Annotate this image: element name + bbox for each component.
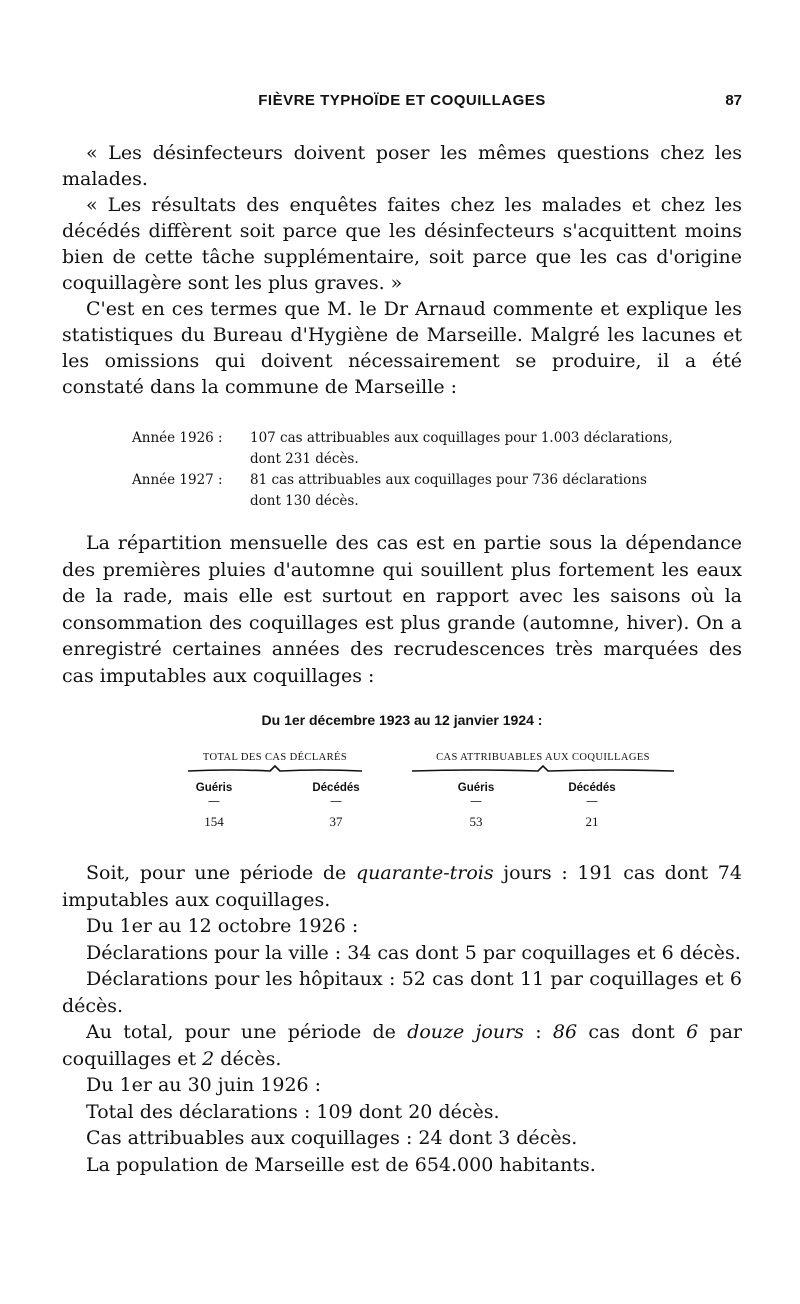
outbreak-period-title: Du 1er décembre 1923 au 12 janvier 1924 : xyxy=(261,712,543,728)
column-dash: — xyxy=(470,794,482,808)
stat-year: Année 1927 : xyxy=(132,472,223,488)
column-header: Guéris xyxy=(457,782,495,794)
stat-text: 107 cas attribuables aux coquillages pour 1.003 déclarations, xyxy=(250,430,673,446)
group-shellfish-cases xyxy=(410,752,676,775)
population-statement: La population de Marseille est de 654.000 habitants. xyxy=(86,1153,596,1176)
summary-lines xyxy=(62,860,742,1178)
outbreak-cases-table xyxy=(186,752,676,842)
quote-paragraph-2 xyxy=(62,192,742,296)
total-declarations: Total des déclarations : 109 dont 20 décès. xyxy=(86,1100,500,1123)
repartition-text: La répartition mensuelle des cas est en partie sous la dépendance des premières pluies d'automne qui souillent plus fortement les eaux de la rade, mais elle est surtout en rapport avec les saisons où la consommation des coquillages est plus grande (automne, hiver). On a enregistré certaines années des recrudescences très marquées des cas imputables aux coquillages : xyxy=(62,532,742,687)
quote-results: « Les résultats des enquêtes faites chez les malades et chez les décédés diffèrent soit parce que les désinfecteurs s'acquittent moins bien de cette tâche supplémentaire, soit parce que les cas d'origine coquillagère sont les plus graves. » xyxy=(62,194,742,294)
summary-forty-three-days: Soit, pour une période de quarante-trois jours : 191 cas dont 74 imputables aux coquillages. xyxy=(62,862,742,911)
column-dash: — xyxy=(208,794,220,808)
column-header: Guéris xyxy=(195,782,233,794)
column-shellfish-deceased xyxy=(552,782,632,830)
quote-paragraph-1 xyxy=(62,140,742,192)
group-total-declared xyxy=(186,752,364,775)
column-value: 154 xyxy=(204,814,224,829)
stat-entry-1927 xyxy=(132,470,742,512)
summary-twelve-days: Au total, pour une période de douze jours : 86 cas dont 6 par coquillages et 2 décès. xyxy=(62,1021,742,1070)
commentary-text: C'est en ces termes que M. le Dr Arnaud commente et explique les statistiques du Bureau d'Hygiène de Marseille. Malgré les lacunes et les omissions qui doivent nécessairement se produire, il a été constaté dans la commune de Marseille : xyxy=(62,298,742,398)
stat-entry-1926 xyxy=(132,428,742,470)
stat-text: 81 cas attribuables aux coquillages pour 736 déclarations xyxy=(250,472,647,488)
column-dash: — xyxy=(330,794,342,808)
brace-icon xyxy=(410,765,676,775)
declarations-city: Déclarations pour la ville : 34 cas dont 5 par coquillages et 6 décès. xyxy=(86,941,741,964)
period-october-1926: Du 1er au 12 octobre 1926 : xyxy=(86,915,359,937)
stat-deaths: dont 231 décès. xyxy=(250,451,359,467)
repartition-paragraph xyxy=(62,530,742,690)
column-value: 37 xyxy=(329,814,343,829)
column-header: Décédés xyxy=(312,782,360,794)
stat-deaths: dont 130 décès. xyxy=(250,493,359,509)
stat-year: Année 1926 : xyxy=(132,430,223,446)
declarations-hospitals: Déclarations pour les hôpitaux : 52 cas dont 11 par coquillages et 6 décès. xyxy=(62,968,742,1017)
column-dash: — xyxy=(586,794,598,808)
annual-statistics xyxy=(132,428,742,512)
column-shellfish-cured xyxy=(436,782,516,830)
group-label: CAS ATTRIBUABLES AUX COQUILLAGES xyxy=(436,752,650,763)
column-header: Décédés xyxy=(568,782,616,794)
page-number: 87 xyxy=(725,92,742,109)
column-total-cured xyxy=(174,782,254,830)
quote-disinfectors: « Les désinfecteurs doivent poser les mêmes questions chez les malades. xyxy=(62,142,742,190)
column-value: 53 xyxy=(469,814,483,829)
column-total-deceased xyxy=(296,782,376,830)
commentary-paragraph xyxy=(62,296,742,400)
brace-icon xyxy=(186,765,364,775)
group-label: TOTAL DES CAS DÉCLARÉS xyxy=(202,752,348,763)
shellfish-cases: Cas attribuables aux coquillages : 24 dont 3 décès. xyxy=(86,1127,578,1149)
period-june-1926: Du 1er au 30 juin 1926 : xyxy=(86,1074,322,1096)
page-header xyxy=(62,92,742,116)
running-title: FIÈVRE TYPHOÏDE ET COQUILLAGES xyxy=(258,92,546,109)
column-value: 21 xyxy=(585,814,599,829)
